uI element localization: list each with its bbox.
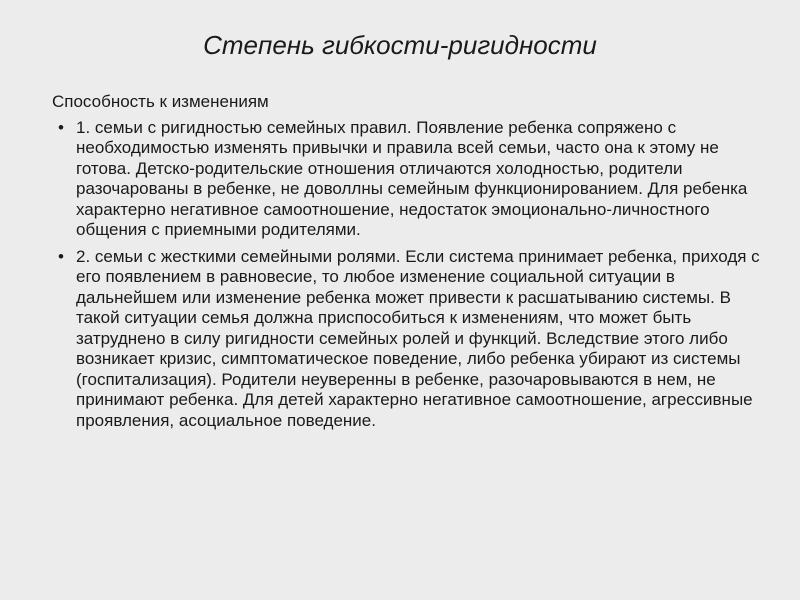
bullet-text-2: 2. семьи с жесткими семейными ролями. Если система принимает ребенка, приходя с его появлением в равновесие, то любое изменение социальной ситуации в дальнейшем или изменение ребенка может привести к расшатыванию системы. В такой ситуации семья должна приспособиться к изменениям, что может быть затруднено в силу ригидности семейных ролей и функций. Вследствие этого либо возникает кризис, симптоматическое поведение, либо ребенка убирают из системы (госпитализация). Родители неуверенны в ребенке, разочаровываются в нем, не принимают ребенка. Для детей характерно негативное самоотношение, агрессивные проявления, асоциальное поведение. xyxy=(76,246,760,430)
slide-subtitle: Способность к изменениям xyxy=(52,92,269,111)
bullet-text-1: 1. семьи с ригидностью семейных правил. Появление ребенка сопряжено с необходимостью изменять привычки и правила всей семьи, часто она к этому не готова. Детско-родительские отношения отличаются холодностью, родители разочарованы в ребенке, не доволлны семейным функционированием. Для ребенка характерно негативное самоотношение, недостаток эмоционально-личностного общения с приемными родителями. xyxy=(76,117,748,239)
bullet-dot-icon: • xyxy=(58,246,64,266)
bullet-item-2 xyxy=(54,247,774,432)
bullet-dot-icon: • xyxy=(58,117,64,137)
slide-title: Степень гибкости-ригидности xyxy=(203,30,597,60)
slide-content xyxy=(54,92,774,437)
bullet-list xyxy=(54,118,774,432)
bullet-item-1 xyxy=(54,118,774,241)
